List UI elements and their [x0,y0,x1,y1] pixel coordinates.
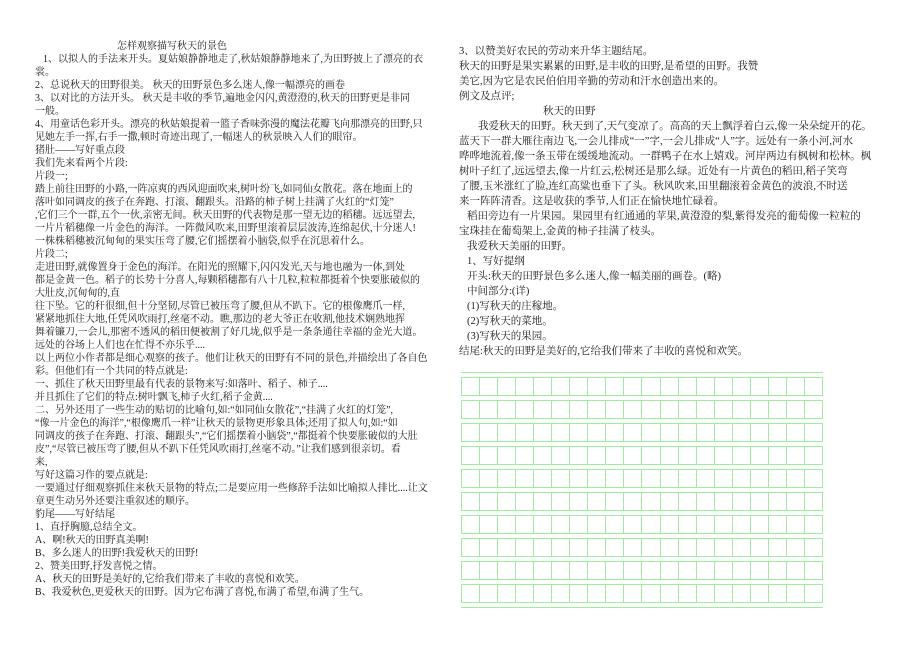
text-line: 往下坠。它的秆很细,但十分坚韧,尽管已被压弯了腰,但从不趴下。它的根像鹰爪一样, [35,301,405,312]
grid-cell [480,401,498,418]
grid-cell [697,493,715,510]
grid-cell [769,539,787,556]
grid-cell [588,539,606,556]
grid-cell [751,493,769,510]
text-line: 3、以赞美好农民的劳动来升华主题结尾。 [459,46,654,57]
grid-cell [534,378,552,395]
grid-cell [480,585,498,602]
grid-cell [516,424,534,441]
grid-cell [516,562,534,579]
grid-cell [751,470,769,487]
text-line: 彩。但他们有一个共同的特点就是: [35,366,188,377]
grid-cell [516,447,534,464]
grid-cell [642,401,660,418]
grid-row [461,401,823,418]
grid-cell [642,424,660,441]
text-line: 皮”,“尽管已被压弯了腰,但从不趴下任凭风吹雨打,丝毫不动。”让我们感到很亲切。看 [35,444,401,455]
grid-cell [661,493,679,510]
grid-cell [588,516,606,533]
text-line: 1、以拟人的手法来开头。夏姑娘静静地走了,秋姑娘静静地来了,为田野披上了漂亮的衣 [43,54,423,65]
grid-cell [697,447,715,464]
grid-cell [787,562,805,579]
grid-cell [570,401,588,418]
grid-cell [787,447,805,464]
grid-cell [697,516,715,533]
grid-cell [498,470,516,487]
grid-row [461,470,823,487]
grid-cell [588,401,606,418]
text-line: 舞着镰刀,一会儿,那密不透风的稻田便被割了好几垅,似乎是一条条通往幸福的金光大道。 [35,327,423,338]
grid-cell [805,447,823,464]
text-line: 踏上前往田野的小路,一阵凉爽的西风迎面吹来,树叶纷飞,如同仙女散花。落在地面上的 [35,184,413,195]
grid-cell [642,562,660,579]
grid-cell [751,562,769,579]
grid-row [461,447,823,464]
grid-cell [787,424,805,441]
grid-cell [805,562,823,579]
grid-cell [624,401,642,418]
grid-cell [787,493,805,510]
grid-cell [516,539,534,556]
grid-cell [661,585,679,602]
grid-cell [661,424,679,441]
grid-cell [570,539,588,556]
grid-cell [805,585,823,602]
grid-cell [516,585,534,602]
grid-cell [769,493,787,510]
grid-cell [805,424,823,441]
grid-row [461,424,823,441]
grid-cell [498,585,516,602]
grid-cell [606,424,624,441]
grid-cell [570,585,588,602]
grid-cell [642,516,660,533]
grid-row [461,493,823,510]
text-line: 落叶如同调皮的孩子在奔跑、打滚、翻跟头。沿路的柿子树上挂满了火红的“灯笼” [35,197,394,208]
grid-cell [606,378,624,395]
text-line: 4、用童话色彩开头。漂亮的秋姑娘提着一篮子香味弥漫的魔法花瓣飞向那漂亮的田野,只 [35,119,423,130]
grid-cell [624,424,642,441]
text-line: 片段一; [35,171,68,182]
grid-cell [751,539,769,556]
grid-cell [534,470,552,487]
grid-cell [661,539,679,556]
grid-cell [588,447,606,464]
grid-cell [661,401,679,418]
text-line: 紧紧地抓住大地,任凭风吹雨打,丝毫不动。瞧,那边的老大爷正在收割,他技术娴熟地挥 [35,314,405,325]
text-line: 来一阵阵清香。这是收获的季节,人们正在愉快地忙碌着。 [459,196,725,207]
text-line: (2)写秋天的菜地。 [467,316,553,327]
grid-row [461,562,823,579]
grid-cell [733,424,751,441]
text-line: 结尾:秋天的田野是美好的,它给我们带来了丰收的喜悦和欢笑。 [459,346,749,357]
grid-cell [805,539,823,556]
text-line: (3)写秋天的果园。 [467,331,553,342]
grid-cell [461,539,480,556]
grid-cell [733,539,751,556]
grid-cell [805,378,823,395]
grid-cell [751,424,769,441]
grid-cell [534,585,552,602]
grid-cell [588,378,606,395]
grid-cell [715,562,733,579]
grid-cell [679,470,697,487]
grid-cell [679,539,697,556]
grid-cell [498,539,516,556]
grid-cell [606,562,624,579]
grid-cell [751,401,769,418]
grid-cell [697,539,715,556]
grid-cell [534,401,552,418]
grid-cell [715,585,733,602]
grid-cell [733,378,751,395]
grid-cell [480,516,498,533]
text-line: “像一片金色的海洋”,“根像鹰爪一样”让秋天的景物更形象具体;还用了拟人句,如:“如 [35,418,398,429]
grid-cell [733,493,751,510]
grid-cell [642,447,660,464]
grid-cell [461,585,480,602]
grid-cell [461,447,480,464]
grid-cell [516,493,534,510]
grid-cell [461,424,480,441]
grid-cell [461,470,480,487]
text-line: 章更生动另外还要注重叙述的顺序。 [35,496,195,507]
grid-cell [534,424,552,441]
grid-cell [624,470,642,487]
text-line: 片段二; [35,249,68,260]
grid-cell [461,516,480,533]
grid-cell [480,493,498,510]
grid-cell [805,516,823,533]
grid-cell [606,493,624,510]
grid-cell [642,470,660,487]
grid-cell [552,378,570,395]
text-line: 远处的谷场上人们也在忙得不亦乐乎.... [35,340,205,351]
text-line: ,它们三个一群,五个一伙,亲密无间。秋天田野的代表物是那一望无边的稻穗。远远望去, [35,210,415,221]
grid-cell [552,516,570,533]
grid-cell [751,585,769,602]
grid-cell [480,562,498,579]
grid-cell [552,585,570,602]
grid-cell [588,562,606,579]
grid-cell [461,493,480,510]
grid-cell [624,562,642,579]
text-line: 秋天的田野是果实累累的田野,是丰收的田野,是希望的田野。我赞 [459,61,759,72]
grid-cell [751,516,769,533]
text-line: 2、赞美田野,抒发喜悦之情。 [35,561,163,572]
grid-cell [480,424,498,441]
grid-cell [661,378,679,395]
grid-cell [552,562,570,579]
grid-cell [679,493,697,510]
grid-cell [787,539,805,556]
grid-cell [733,447,751,464]
grid-cell [697,470,715,487]
grid-cell [552,493,570,510]
grid-cell [697,378,715,395]
grid-cell [769,585,787,602]
grid-cell [498,516,516,533]
text-line: 二、另外还用了一些生动的贴切的比喻句,如:“如同仙女散花”,“挂满了火红的灯笼”, [35,405,394,416]
grid-cell [787,401,805,418]
grid-cell [679,585,697,602]
text-line: A、啊!秋天的田野真美啊! [35,535,149,546]
grid-cell [661,562,679,579]
text-line: 我爱秋天美丽的田野。 [467,241,572,252]
grid-cell [697,562,715,579]
text-line: 以上两位小作者都是细心观察的孩子。他们让秋天的田野有不同的景色,并描绘出了各自色 [35,353,428,364]
grid-row [461,585,823,602]
text-line: 我爱秋天的田野。秋天到了,天气变凉了。高高的天上飘浮着白云,像一朵朵绽开的花。 [478,121,872,132]
text-line: 蓝天下一群大雁往南边飞,一会儿排成“一”字,一会儿排成“人”字。远处有一条小河,河水 [459,136,854,147]
text-line: 树叶子红了,远远望去,像一片红云,松树还是那么绿。近处有一片黄色的稻田,稻子笑弯 [459,166,848,177]
grid-cell [534,539,552,556]
grid-cell [570,447,588,464]
grid-row [461,539,823,556]
grid-cell [787,470,805,487]
grid-cell [534,562,552,579]
grid-cell [498,424,516,441]
text-line: 都是金黄一色。稻子的长势十分喜人,每颗稻穗都有八十几粒,粒粒都挺着个快要胀破似的 [35,275,420,286]
grid-spacer-band [461,602,823,608]
text-line: B、我爱秋色,更爱秋天的田野。因为它布满了喜悦,布满了希望,布满了生气。 [35,587,370,598]
grid-cell [697,585,715,602]
grid-cell [516,378,534,395]
text-line: 例文及点评; [459,91,515,102]
grid-cell [570,470,588,487]
grid-cell [642,493,660,510]
grid-cell [498,447,516,464]
text-line: 秋天的田野 [543,106,596,117]
grid-cell [679,401,697,418]
grid-cell [679,378,697,395]
grid-cell [606,470,624,487]
grid-cell [715,401,733,418]
grid-cell [498,401,516,418]
grid-cell [552,470,570,487]
text-line: 豹尾——写好结尾 [35,509,115,520]
text-line: 开头:秋天的田野景色多么迷人,像一幅美丽的画卷。(略) [467,271,722,282]
grid-cell [751,378,769,395]
text-line: 了腰,玉米涨红了脸,连红高粱也垂下了头。秋风吹来,田里翻滚着金黄色的波浪,不时送 [459,181,848,192]
text-line: B、多么迷人的田野!我爱秋天的田野! [35,548,199,559]
grid-cell [733,562,751,579]
grid-cell [570,378,588,395]
grid-cell [805,470,823,487]
text-line: 猪肚——写好重点段 [35,145,125,156]
grid-cell [715,516,733,533]
grid-cell [461,401,480,418]
grid-cell [715,378,733,395]
grid-cell [606,539,624,556]
text-line: 一片片稻穗像一片金色的海洋。一阵微风吹来,田野里滚着层层波涛,连绵起伏,十分迷人! [35,223,416,234]
text-line: (1)写秋天的庄稼地。 [467,301,564,312]
text-line: 稻田旁边有一片果园。果园里有红通通的苹果,黄澄澄的梨,紫得发亮的葡萄像一粒粒的 [467,211,861,222]
grid-cell [570,493,588,510]
grid-cell [679,447,697,464]
grid-cell [480,539,498,556]
grid-cell [733,585,751,602]
grid-cell [498,562,516,579]
grid-cell [787,585,805,602]
text-line: 并且抓住了它们的特点:树叶飘飞,柿子火红,稻子金黄.... [35,392,273,403]
text-line: 一、抓住了秋天田野里最有代表的景物来写:如落叶、稻子、柿子.... [35,379,328,390]
grid-cell [498,493,516,510]
text-line: 裳。 [35,67,55,78]
text-line: 3、以对比的方法开头。 秋天是丰收的季节,遍地金闪闪,黄澄澄的,秋天的田野更是非同 [35,93,410,104]
grid-cell [570,562,588,579]
grid-cell [733,401,751,418]
grid-cell [552,447,570,464]
grid-cell [624,447,642,464]
grid-cell [480,447,498,464]
grid-cell [461,378,480,395]
grid-cell [588,585,606,602]
grid-cell [697,424,715,441]
grid-cell [552,401,570,418]
text-line: 走进田野,就像置身于金色的海洋。在阳光的照耀下,闪闪发光,天与地也融为一体,到处 [35,262,405,273]
text-line: 大肚皮,沉甸甸的,直 [35,288,120,299]
text-line: 同调皮的孩子在奔跑、打滚、翻跟头”,“它们摇摆着小脑袋”,“都挺着个快要胀破似的大肚 [35,431,418,442]
grid-cell [751,447,769,464]
grid-cell [805,401,823,418]
grid-cell [534,447,552,464]
text-line: 来, [35,457,48,468]
text-line: 宝珠挂在葡萄架上,金黄的柿子挂满了枝头。 [459,226,662,237]
grid-cell [480,378,498,395]
grid-cell [552,539,570,556]
grid-cell [606,447,624,464]
grid-cell [461,562,480,579]
grid-cell [733,470,751,487]
grid-cell [805,493,823,510]
grid-cell [787,378,805,395]
grid-cell [516,401,534,418]
left-column [35,40,457,599]
text-line: 怎样观察描写秋天的景色 [117,41,227,52]
grid-cell [769,470,787,487]
grid-cell [624,539,642,556]
grid-cell [769,516,787,533]
grid-cell [769,562,787,579]
grid-cell [624,516,642,533]
grid-cell [588,493,606,510]
composition-grid [461,372,823,608]
grid-cell [715,447,733,464]
grid-cell [679,516,697,533]
grid-cell [534,516,552,533]
grid-row [461,516,823,533]
text-line: 1、写好提纲 [467,256,525,267]
text-line: 中间部分:(详) [467,286,530,297]
grid-cell [570,424,588,441]
grid-cell [498,378,516,395]
grid-cell [769,378,787,395]
text-line: A、秋天的田野是美好的,它给我们带来了丰收的喜悦和欢笑。 [35,574,305,585]
grid-cell [661,470,679,487]
grid-cell [480,470,498,487]
grid-cell [769,424,787,441]
text-line: 一般。 [35,106,65,117]
grid-cell [642,378,660,395]
text-line: 一要通过仔细观察抓住来秋天景物的特点;二是要应用一些修辞手法如比喻拟人排比....让文 [35,483,428,494]
text-line: 见她左手一挥,右手一撒,顿时奇迹出现了,一幅迷人的秋景映入人们的眼帘。 [35,132,363,143]
grid-cell [624,493,642,510]
grid-cell [516,470,534,487]
grid-cell [715,539,733,556]
grid-cell [661,516,679,533]
grid-cell [606,516,624,533]
grid-cell [606,401,624,418]
grid-cell [787,516,805,533]
grid-cell [624,378,642,395]
grid-cell [642,585,660,602]
grid-row [461,378,823,395]
text-line: 一株株稻穗被沉甸甸的果实压弯了腰,它们摇摆着小脑袋,似乎在沉思着什么。 [35,236,370,247]
grid-cell [642,539,660,556]
text-line: 1、直抒胸臆,总结全文。 [35,522,143,533]
grid-cell [679,562,697,579]
grid-cell [697,401,715,418]
right-column [459,44,899,359]
text-line: 2、总说秋天的田野很美。 秋天的田野景色多么迷人,像一幅漂亮的画卷 [35,80,345,91]
grid-cell [516,516,534,533]
grid-cell [715,470,733,487]
grid-cell [769,447,787,464]
text-line: 美它,因为它是农民伯伯用辛勤的劳动和汗水创造出来的。 [459,76,725,87]
grid-cell [715,493,733,510]
grid-cell [679,424,697,441]
grid-cell [552,424,570,441]
grid-cell [769,401,787,418]
text-line: 我们先来看两个片段: [35,158,128,169]
text-line: 写好这篇习作的要点就是: [35,470,148,481]
grid-cell [534,493,552,510]
grid-cell [624,585,642,602]
grid-cell [661,447,679,464]
grid-cell [588,424,606,441]
grid-cell [570,516,588,533]
grid-cell [588,470,606,487]
text-line: 哗哗地流着,像一条玉带在缓缓地流动。一群鸭子在水上嬉戏。河岸两边有枫树和松林。枫 [459,151,872,162]
grid-cell [733,516,751,533]
grid-cell [715,424,733,441]
grid-cell [606,585,624,602]
